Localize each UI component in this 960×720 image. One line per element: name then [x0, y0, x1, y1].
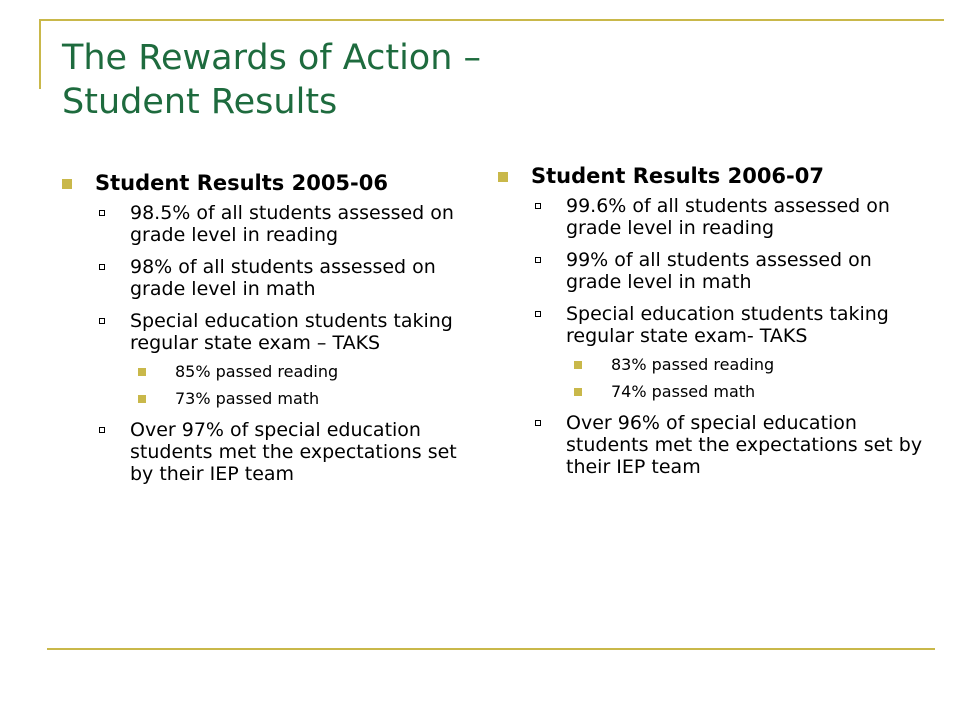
- square-bullet-icon: [574, 361, 582, 369]
- list-item: [95, 202, 472, 246]
- hollow-square-bullet-icon: [535, 420, 541, 426]
- square-bullet-icon: [498, 172, 508, 182]
- hollow-square-bullet-icon: [99, 210, 105, 216]
- square-bullet-icon: [138, 368, 146, 376]
- right-column: [498, 161, 928, 488]
- bottom-rule: [47, 648, 935, 650]
- list-item-text: Special education students taking regular state exam – TAKS: [130, 310, 453, 354]
- list-item-text: Special education students taking regular state exam- TAKS: [566, 303, 889, 347]
- title-line-2: Student Results: [62, 82, 338, 122]
- hollow-square-bullet-icon: [535, 257, 541, 263]
- hollow-square-bullet-icon: [535, 203, 541, 209]
- list-item-text: 99% of all students assessed on grade level in math: [566, 249, 872, 293]
- list-item-text: 98% of all students assessed on grade level in math: [130, 256, 436, 300]
- left-heading: [62, 168, 472, 198]
- hollow-square-bullet-icon: [99, 427, 105, 433]
- sublist-item-text: 85% passed reading: [175, 362, 339, 381]
- left-rule: [39, 19, 41, 89]
- sublist-item: [566, 355, 928, 375]
- right-heading: [498, 161, 928, 191]
- right-sublist: [566, 355, 928, 402]
- list-item: [531, 303, 928, 402]
- hollow-square-bullet-icon: [99, 264, 105, 270]
- sublist-item-text: 73% passed math: [175, 389, 320, 408]
- list-item-text: 99.6% of all students assessed on grade level in reading: [566, 195, 890, 239]
- sublist-item-text: 74% passed math: [611, 382, 756, 401]
- sublist-item: [130, 362, 472, 382]
- list-item: [531, 249, 928, 293]
- hollow-square-bullet-icon: [535, 311, 541, 317]
- square-bullet-icon: [62, 179, 72, 189]
- right-list: [498, 195, 928, 478]
- list-item-text: 98.5% of all students assessed on grade level in reading: [130, 202, 454, 246]
- list-item-text: Over 97% of special education students met the expectations set by their IEP team: [130, 419, 457, 485]
- hollow-square-bullet-icon: [99, 318, 105, 324]
- list-item: [531, 195, 928, 239]
- list-item: [95, 256, 472, 300]
- title-line-1: The Rewards of Action –: [62, 38, 482, 78]
- square-bullet-icon: [574, 388, 582, 396]
- left-heading-text: Student Results 2005-06: [95, 171, 388, 195]
- left-list: [62, 202, 472, 485]
- left-column: [62, 168, 472, 495]
- slide-title: [62, 36, 922, 124]
- square-bullet-icon: [138, 395, 146, 403]
- sublist-item-text: 83% passed reading: [611, 355, 775, 374]
- top-rule: [40, 19, 944, 21]
- left-sublist: [130, 362, 472, 409]
- list-item: [95, 310, 472, 409]
- list-item: [95, 419, 472, 485]
- right-heading-text: Student Results 2006-07: [531, 164, 824, 188]
- list-item-text: Over 96% of special education students met the expectations set by their IEP team: [566, 412, 923, 478]
- list-item: [531, 412, 928, 478]
- sublist-item: [566, 382, 928, 402]
- sublist-item: [130, 389, 472, 409]
